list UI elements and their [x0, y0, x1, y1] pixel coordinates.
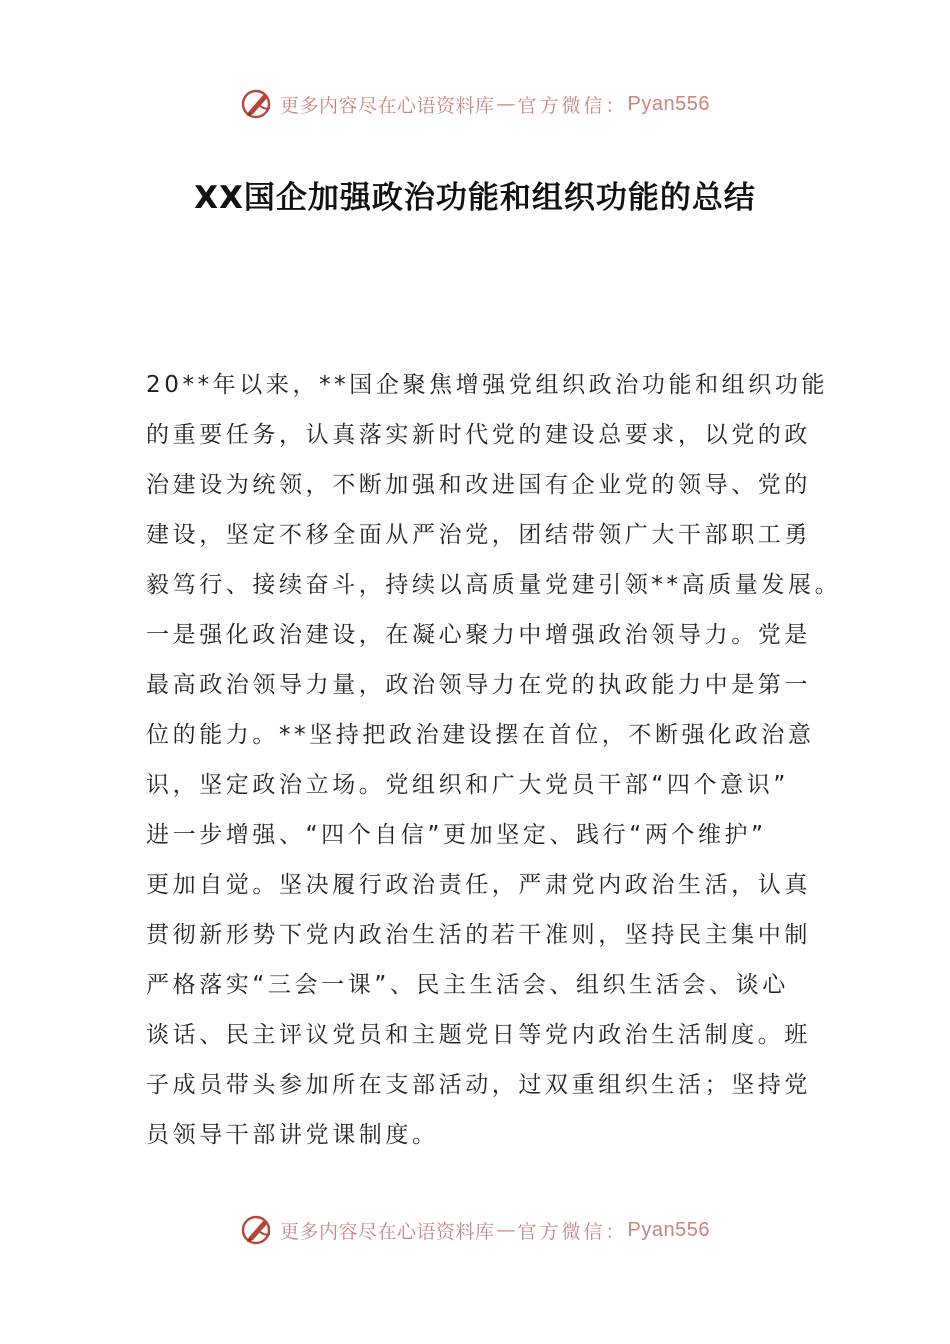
paragraph-line: 进一步增强、“四个自信”更加坚定、践行“两个维护” — [146, 822, 767, 848]
header-banner — [0, 82, 950, 126]
paragraph-line: 子成员带头参加所在支部活动，过双重组织生活；坚持党 — [146, 1072, 811, 1098]
banner-handle: Pyan556 — [627, 1218, 710, 1241]
banner-wechat-label: 官方微信： — [517, 1220, 628, 1243]
banner-brand: 更多内容尽在心语资料库 — [280, 94, 495, 117]
paragraph-line: 最高政治领导力量，政治领导力在党的执政能力中是第一 — [146, 672, 811, 698]
paragraph-line: 毅笃行、接续奋斗，持续以高质量党建引领**高质量发展。 — [146, 572, 842, 598]
footer-banner — [0, 1208, 950, 1252]
paragraph-line: 位的能力。**坚持把政治建设摆在首位，不断强化政治意 — [146, 722, 815, 748]
document-title: XX国企加强政治功能和组织功能的总结 — [194, 180, 756, 216]
paragraph-line: 严格落实“三会一课”、民主生活会、组织生活会、谈心 — [146, 972, 789, 998]
banner-dash: — — [496, 93, 516, 115]
paragraph-line: 一是强化政治建设，在凝心聚力中增强政治领导力。党是 — [146, 622, 811, 648]
paragraph-line: 的重要任务，认真落实新时代党的建设总要求，以党的政 — [146, 422, 811, 448]
body-paragraph — [146, 360, 842, 1160]
paragraph-line: 员领导干部讲党课制度。 — [146, 1122, 439, 1148]
paragraph-line: 治建设为统领，不断加强和改进国有企业党的领导、党的 — [146, 472, 811, 498]
banner-wechat-label: 官方微信： — [517, 94, 628, 117]
paragraph-line: 更加自觉。坚决履行政治责任，严肃党内政治生活，认真 — [146, 872, 811, 898]
paragraph-line: 贯彻新形势下党内政治生活的若干准则，坚持民主集中制 — [146, 922, 811, 948]
banner-handle: Pyan556 — [627, 92, 710, 115]
paragraph-line: 识，坚定政治立场。党组织和广大党员干部“四个意识” — [146, 772, 789, 798]
paragraph-line: 谈话、民主评议党员和主题党日等党内政治生活制度。班 — [146, 1022, 811, 1048]
pen-logo-icon — [240, 1212, 276, 1248]
paragraph-line: 20**年以来，**国企聚焦增强党组织政治功能和组织功能 — [146, 372, 829, 398]
banner-brand: 更多内容尽在心语资料库 — [280, 1220, 495, 1243]
paragraph-line: 建设，坚定不移全面从严治党，团结带领广大干部职工勇 — [146, 522, 811, 548]
banner-dash: — — [496, 1219, 516, 1241]
pen-logo-icon — [240, 86, 276, 122]
